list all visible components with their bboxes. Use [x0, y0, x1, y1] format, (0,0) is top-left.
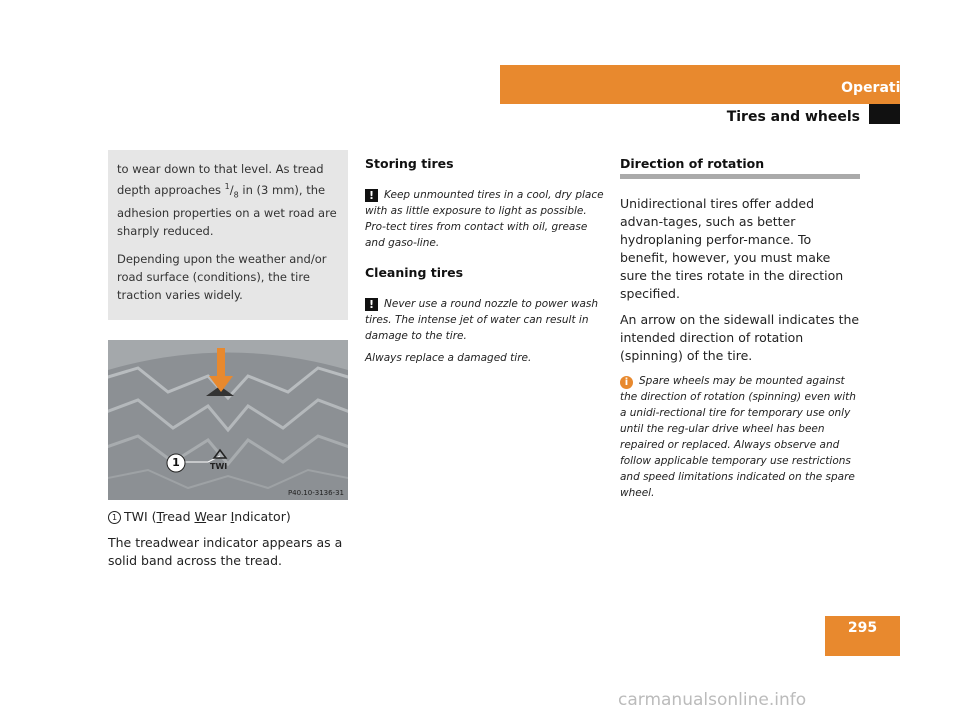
figure-caption: 1 TWI (Tread Wear Indicator) — [108, 508, 348, 526]
right-body — [620, 195, 860, 365]
page-number: 295 — [847, 620, 878, 636]
caption-number: 1 — [108, 511, 121, 524]
section-title: Operation — [841, 80, 920, 96]
rotation-paragraph-1: Unidirectional tires offer added advan-tages, such as better hydroplaning perfor-mance. To benefit, however, you must make sure the tires rotate in the direction specified. — [620, 196, 844, 301]
header-bar — [500, 65, 900, 104]
warning-icon: ! — [365, 189, 378, 202]
tire-tread-illustration — [108, 340, 348, 500]
subsection-title: Tires and wheels — [726, 109, 860, 125]
treadwear-paragraph: The treadwear indicator appears as a solid band across the tread. — [108, 535, 343, 569]
figure-code: P40.10-3136-31 — [287, 489, 344, 498]
callout-1: 1 — [172, 456, 180, 470]
rotation-paragraph-2: An arrow on the sidewall indicates the intended direction of rotation (spinning) of the tire. — [620, 312, 860, 363]
fraction: $^1/_8$ — [224, 182, 239, 200]
cleaning-warning: ! Never use a round nozzle to power wash tires. The intense jet of water can result in damage to the tire. — [365, 298, 599, 342]
watermark: carmanualsonline.info — [618, 690, 807, 710]
info-icon: i — [620, 376, 633, 389]
right-column — [620, 150, 860, 515]
box-paragraph-2: Depending upon the weather and/or road surface (conditions), the tire traction varies widely. — [117, 252, 327, 303]
warning-icon: ! — [365, 298, 378, 311]
storing-heading: Storing tires — [365, 156, 454, 171]
header-tab-marker — [869, 104, 900, 124]
spare-wheel-info: i Spare wheels may be mounted against the direction of rotation (spinning) even with a unidi-rectional tire for temporary use only until the reg-ular drive wheel has been repaired or replaced. Always observe and follow applicable temporary use restrictions and speed limitations indicated on the spare wheel. — [620, 375, 856, 499]
left-body — [108, 508, 348, 570]
box-paragraph-1: to wear down to that level. As tread depth approaches $^1/_8$ in (3 mm), the adhesion properties on a wet road are sharply reduced. — [117, 162, 337, 239]
middle-column — [365, 150, 605, 380]
cleaning-heading: Cleaning tires — [365, 265, 464, 280]
storing-warning: ! Keep unmounted tires in a cool, dry place with as little exposure to light as possible. Pro-tect tires from contact with oil, grease and gaso-line. — [365, 189, 604, 249]
left-column — [108, 150, 348, 578]
cleaning-note-2: Always replace a damaged tire. — [365, 352, 532, 364]
continuation-box — [108, 150, 348, 320]
tire-tread-figure — [108, 340, 348, 500]
rotation-heading: Direction of rotation — [620, 150, 860, 179]
twi-label: TWI — [210, 462, 228, 472]
